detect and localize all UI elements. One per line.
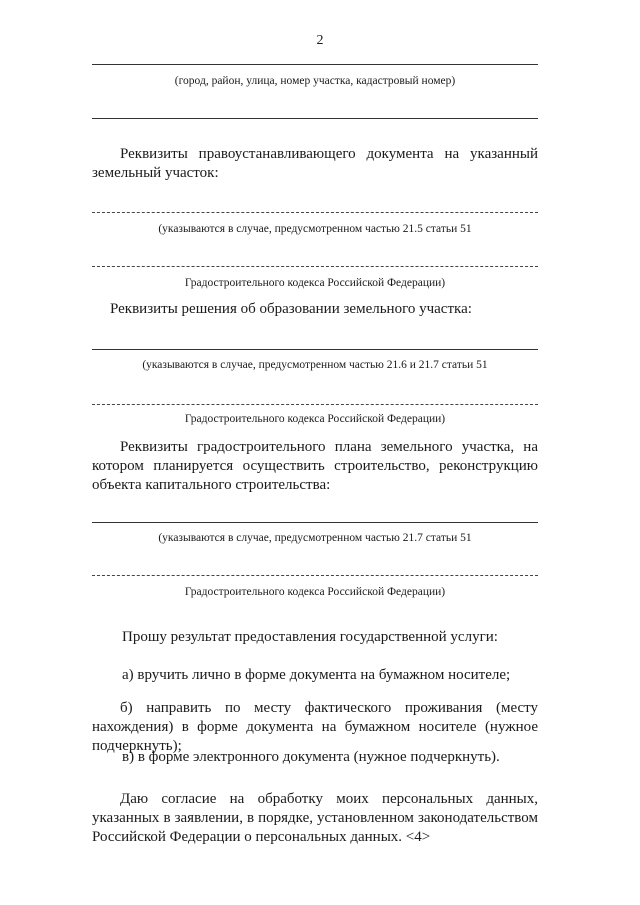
title-deed-line-2 [92, 266, 538, 267]
address-caption: (город, район, улица, номер участка, кадастровый номер) [174, 75, 456, 87]
page-number: 2 [316, 33, 324, 48]
urban-plan-paragraph: Реквизиты градостроительного плана земельного участка, на котором планируется осуществить строительство, реконструкцию объекта капитального строительства: [92, 439, 538, 493]
title-deed-paragraph: Реквизиты правоустанавливающего документа на указанный земельный участок: [92, 146, 538, 181]
option-c: в) в форме электронного документа (нужное подчеркнуть). [122, 749, 500, 765]
plot-decision-line-1 [92, 349, 538, 350]
option-a: а) вручить лично в форме документа на бумажном носителе; [122, 667, 511, 683]
consent-paragraph: Даю согласие на обработку моих персональных данных, указанных в заявлении, в порядке, установленном законодательством Российской Федерации о персональных данных. <4> [92, 791, 538, 845]
urban-plan-line-2 [92, 575, 538, 576]
plot-decision-paragraph: Реквизиты решения об образовании земельного участка: [110, 301, 472, 317]
title-deed-caption-1: (указываются в случае, предусмотренном частью 21.5 статьи 51 [158, 223, 472, 235]
plot-decision-caption-1: (указываются в случае, предусмотренном частью 21.6 и 21.7 статьи 51 [142, 359, 488, 371]
title-deed-caption-2: Градостроительного кодекса Российской Федерации) [184, 277, 446, 289]
request-intro: Прошу результат предоставления государственной услуги: [122, 629, 498, 645]
urban-plan-caption-2: Градостроительного кодекса Российской Федерации) [184, 586, 446, 598]
address-line-2 [92, 118, 538, 119]
option-b: б) направить по месту фактического проживания (месту нахождения) в форме документа на бумажном носителе (нужное подчеркнуть); [92, 700, 538, 754]
urban-plan-caption-1: (указываются в случае, предусмотренном частью 21.7 статьи 51 [158, 532, 472, 544]
urban-plan-line-1 [92, 522, 538, 523]
address-line [92, 64, 538, 65]
plot-decision-caption-2: Градостроительного кодекса Российской Федерации) [184, 413, 446, 425]
title-deed-line-1 [92, 212, 538, 213]
plot-decision-line-2 [92, 404, 538, 405]
